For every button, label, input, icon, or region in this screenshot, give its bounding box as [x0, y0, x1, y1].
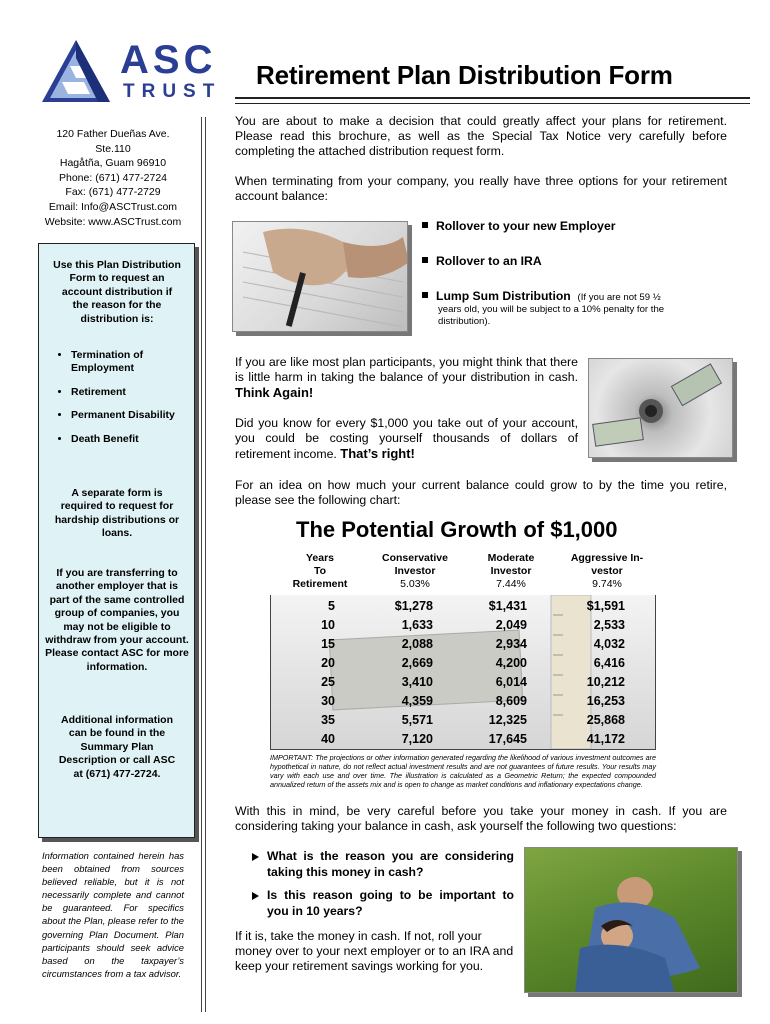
table-cell: 5,571: [401, 713, 433, 727]
table-cell: 5: [328, 599, 335, 613]
page-title: Retirement Plan Distribution Form: [256, 60, 673, 90]
growth-intro-paragraph: For an idea on how much your current balance could grow to by the time you retire, please see the following chart:: [235, 478, 727, 508]
table-header: [270, 550, 656, 592]
growth-table: [270, 550, 656, 750]
questions-intro-paragraph: With this in mind, be very careful before you take your money in cash. If you are considering taking your balance in cash, ask yourself the following two questions:: [235, 804, 727, 834]
writing-hand-photo: [232, 221, 408, 332]
table-cell: $1,591: [586, 599, 625, 613]
table-row: [271, 618, 657, 637]
table-row: [271, 656, 657, 675]
reason-list: [39, 349, 189, 446]
table-cell: 2,934: [495, 637, 527, 651]
address-line: 120 Father Dueñas Ave.: [56, 128, 170, 140]
question-item: Is this reason going to be important to you in 10 years?: [252, 888, 514, 919]
additional-info-note: Additional information can be found in the Summary Plan Description or call ASC at (671) 477-2724.: [58, 714, 176, 780]
question-item: What is the reason you are considering taking this money in cash?: [252, 849, 514, 880]
square-bullet-icon: [422, 292, 428, 298]
table-cell: 8,609: [495, 694, 527, 708]
reason-item: • Permanent Disability: [71, 409, 189, 422]
thats-right-text: That’s right!: [340, 446, 415, 462]
header-moderate: Moderate Investor 7.44%: [487, 552, 535, 590]
logo-asc-text: ASC: [120, 38, 217, 82]
header-aggressive: Aggressive In- vestor 9.74%: [570, 552, 644, 590]
table-cell: $1,431: [488, 599, 527, 613]
address-line: Ste.110: [95, 142, 131, 155]
table-cell: 6,014: [495, 675, 527, 689]
table-cell: 1,633: [401, 618, 433, 632]
option-rollover-employer: Rollover to your new Employer: [422, 219, 615, 233]
disclaimer-text: Information contained herein has been obtained from sources believed reliable, but it is not necessarily complete and cannot be guaranteed. For specifics about the Plan, please refer to the governing Plan Document. Plan participants should seek advice based on the taxpayer’s circumstances from a tax advisor.: [42, 850, 184, 979]
reason-item: • Termination of Employment: [71, 349, 189, 376]
cost-paragraph: Did you know for every $1,000 you take out of your account, you could be costing yourself thousands of dollars of retirement income. That’s right!: [235, 416, 578, 462]
phone-line: Phone: (671) 477-2724: [59, 171, 167, 184]
triangle-bullet-icon: [252, 892, 259, 900]
header-years: Years To Retirement: [292, 552, 348, 590]
table-cell: 2,669: [401, 656, 433, 670]
table-cell: 17,645: [488, 732, 527, 746]
table-cell: 15: [321, 637, 335, 651]
table-cell: 20: [321, 656, 335, 670]
money-drain-photo: [588, 358, 733, 458]
intro-paragraph: You are about to make a decision that could greatly affect your plans for retirement. Please read this brochure, as well as the Special Tax Notice very carefully before completing the attached distribution request form.: [235, 114, 727, 159]
header-conservative: Conservative Investor 5.03%: [382, 552, 448, 590]
sidebar-intro: Use this Plan Distribution Form to request an account distribution if the reason for the distribution is:: [53, 259, 181, 325]
transfer-note: If you are transferring to another employer that is part of the same controlled group of companies, you may not be eligible to withdraw from your account. Please contact ASC for more information.: [45, 567, 189, 673]
table-row: [271, 732, 657, 751]
table-cell: 10: [321, 618, 335, 632]
harm-paragraph: If you are like most plan participants, you might think that there is little harm in taking the balance of your distribution in cash. Think Again!: [235, 355, 578, 401]
table-cell: 25,868: [586, 713, 625, 727]
table-row: [271, 637, 657, 656]
option-rollover-ira: Rollover to an IRA: [422, 254, 542, 268]
square-bullet-icon: [422, 222, 428, 228]
money-background-photo: [270, 595, 656, 750]
website-line: Website: www.ASCTrust.com: [44, 215, 182, 228]
reason-item: • Death Benefit: [71, 433, 189, 446]
growth-chart-title: The Potential Growth of $1,000: [296, 517, 618, 542]
option-lump-sum: Lump Sum Distribution (If you are not 59 ½ years old, you will be subject to a 10% penalty for the distribution).: [422, 289, 690, 328]
table-row: [271, 675, 657, 694]
table-cell: 10,212: [586, 675, 625, 689]
table-row: [271, 694, 657, 713]
table-cell: 2,049: [495, 618, 527, 632]
email-line: Email: Info@ASCTrust.com: [48, 200, 178, 213]
table-cell: 41,172: [586, 732, 625, 746]
table-cell: 12,325: [488, 713, 527, 727]
table-cell: 2,088: [401, 637, 433, 651]
asc-trust-logo: [40, 38, 222, 104]
table-cell: 30: [321, 694, 335, 708]
table-cell: 7,120: [401, 732, 433, 746]
table-cell: 3,410: [401, 675, 433, 689]
important-note: IMPORTANT: The projections or other information generated regarding the likelihood of various investment outcomes are hypothetical in nature, do not reflect actual investment results and are not guarantees of future results. Your results may vary with each use and over time. The illustration is calculated as a Geometric Return; the expected compounded annualized return of the assets mix and is open to change as market conditions and inflationary expectations change.: [270, 753, 656, 790]
fax-line: Fax: (671) 477-2729: [65, 186, 161, 199]
table-cell: 25: [321, 675, 335, 689]
table-cell: 35: [321, 713, 335, 727]
table-row: [271, 713, 657, 732]
column-divider: [201, 117, 206, 1012]
table-cell: 40: [321, 732, 335, 746]
table-cell: 16,253: [586, 694, 625, 708]
table-row: [271, 599, 657, 618]
logo-triangle-icon: [40, 38, 112, 104]
table-cell: 4,359: [401, 694, 433, 708]
hardship-note: A separate form is required to request for hardship distributions or loans.: [54, 487, 180, 540]
table-cell: $1,278: [394, 599, 433, 613]
address-line: Hagåtña, Guam 96910: [59, 157, 167, 170]
lump-sum-note: years old, you will be subject to a 10% penalty for the distribution).: [438, 304, 665, 327]
triangle-bullet-icon: [252, 853, 259, 861]
address-block: [28, 127, 198, 229]
table-cell: 2,533: [593, 618, 625, 632]
title-rule: [235, 97, 750, 104]
table-cell: 4,200: [495, 656, 527, 670]
logo-trust-text: TRUST: [123, 81, 222, 102]
reason-item: • Retirement: [71, 386, 189, 399]
options-intro-paragraph: When terminating from your company, you really have three options for your retirement account balance:: [235, 174, 727, 204]
sidebar-info-box: [38, 243, 195, 838]
table-cell: 6,416: [593, 656, 625, 670]
couple-on-grass-photo: [524, 847, 738, 993]
closing-paragraph: If it is, take the money in cash. If not, roll your money over to your next employer or to an IRA and keep your retirement savings working for you.: [235, 929, 514, 974]
square-bullet-icon: [422, 257, 428, 263]
think-again-text: Think Again!: [235, 385, 314, 401]
table-cell: 4,032: [593, 637, 625, 651]
